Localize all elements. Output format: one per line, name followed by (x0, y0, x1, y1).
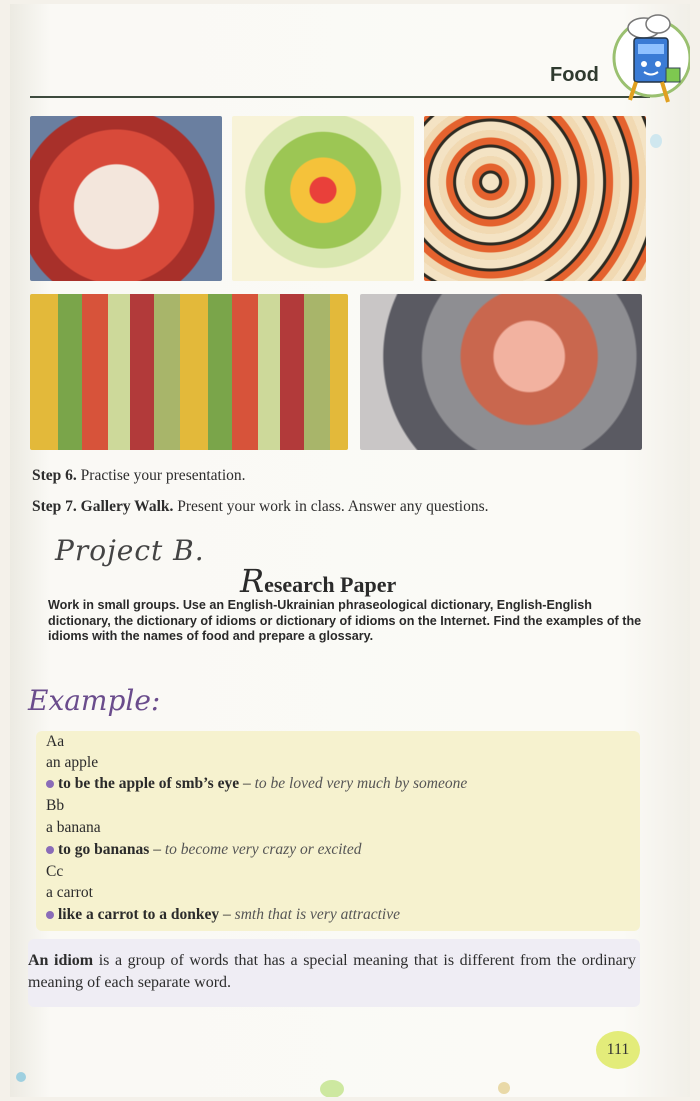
step-label: Step 7. Gallery Walk. (32, 498, 174, 515)
dash: – (219, 906, 235, 923)
bullet-icon (46, 780, 54, 788)
decorative-dot (320, 1080, 344, 1097)
research-paper-title (240, 562, 396, 600)
textbook-page (10, 4, 690, 1097)
glossary-idiom-line (46, 841, 361, 859)
bullet-icon (46, 911, 54, 919)
step-6 (32, 467, 246, 485)
step-label: Step 6. (32, 467, 77, 484)
glossary-letter: Aa (46, 733, 65, 750)
definition-term: An idiom (28, 952, 94, 969)
glossary-letter: Cc (46, 863, 64, 880)
seafood-platter-photo (360, 294, 642, 450)
sushi-rolls-photo (424, 116, 646, 281)
idiom-definition (28, 950, 636, 994)
project-instructions: Work in small groups. Use an English-Ukrainian phraseological dictionary, English-English dictionary, the dictionary of idioms or dictionary of idioms on the Internet. Find the examples of the idioms with the names of food and prepare a glossary. (48, 598, 642, 643)
title-initial: R (240, 562, 265, 600)
idiom: to be the apple of smb’s eye (58, 775, 240, 792)
idiom: to go bananas (58, 841, 150, 858)
dumplings-photo (30, 116, 222, 281)
decorative-dot (650, 134, 662, 148)
fruit-market-photo (30, 294, 348, 450)
step-text: Present your work in class. Answer any questions. (177, 498, 489, 515)
glossary-word: a banana (46, 819, 101, 836)
glossary-word: an apple (46, 754, 99, 771)
fruit-salad-photo (232, 116, 414, 281)
example-glossary-box (36, 731, 640, 931)
decorative-dot (498, 1082, 510, 1094)
glossary-letter: Bb (46, 797, 65, 814)
decorative-dot (16, 1072, 26, 1082)
dash: – (239, 775, 255, 792)
chef-book-mascot-icon (608, 10, 690, 114)
idiom-meaning: to become very crazy or excited (164, 841, 362, 858)
glossary-idiom-line (46, 775, 467, 793)
glossary-idiom-line (46, 906, 400, 924)
section-title-food: Food (550, 64, 599, 86)
example-label: Example: (28, 684, 161, 717)
page-number: 111 (596, 1031, 640, 1069)
bullet-icon (46, 846, 54, 854)
step-text: Practise your presentation. (80, 467, 246, 484)
title-rest: esearch Paper (264, 572, 397, 597)
idiom-meaning: smth that is very attractive (234, 906, 400, 923)
idiom-meaning: to be loved very much by someone (254, 775, 468, 792)
idiom: like a carrot to a donkey (58, 906, 220, 923)
project-label: Project B. (55, 534, 205, 567)
header-rule (30, 96, 650, 98)
glossary-word: a carrot (46, 884, 93, 901)
definition-text: is a group of words that has a special meaning that is different from the ordinary meaning of each separate word. (28, 952, 636, 991)
step-7 (32, 498, 489, 516)
dash: – (149, 841, 165, 858)
